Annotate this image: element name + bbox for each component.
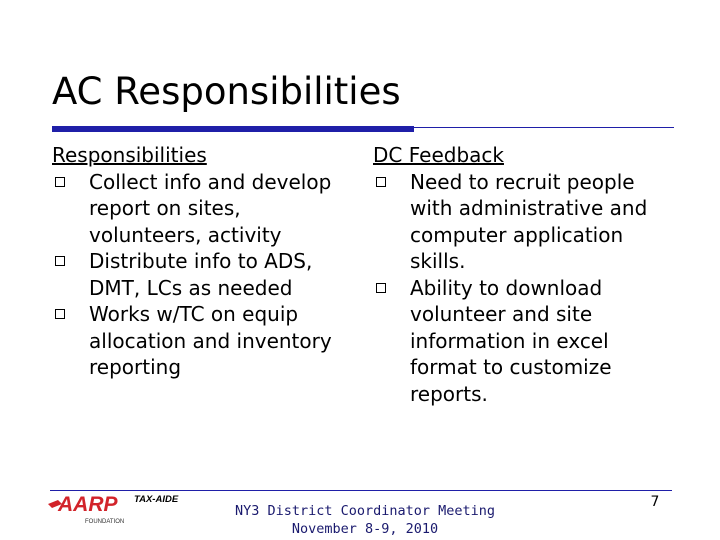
square-bullet-icon — [55, 309, 65, 319]
meeting-info — [230, 502, 500, 538]
left-bullet-list — [52, 169, 352, 381]
right-bullet-list — [373, 169, 673, 408]
left-column-heading: Responsibilities — [52, 143, 207, 167]
bullet-text: Ability to download volunteer and site information in excel format to customize reports. — [410, 275, 612, 406]
list-item — [52, 169, 352, 249]
bullet-text: Distribute info to ADS, DMT, LCs as needed — [89, 249, 313, 300]
aarp-tax-aide-logo — [48, 490, 193, 526]
logo-wordmark: AARP — [58, 493, 118, 516]
bullet-text: Collect info and develop report on sites, volunteers, activity — [89, 169, 332, 247]
meeting-line-1: NY3 District Coordinator Meeting — [234, 503, 496, 519]
list-item — [52, 248, 352, 301]
square-bullet-icon — [376, 177, 386, 187]
list-item — [373, 169, 673, 275]
slide-title: AC Responsibilities — [52, 70, 401, 113]
list-item — [52, 301, 352, 381]
right-column — [373, 142, 673, 407]
bullet-text: Works w/TC on equip allocation and inventory reporting — [89, 302, 332, 379]
right-column-heading: DC Feedback — [373, 143, 504, 167]
bullet-text: Need to recruit people with administrative and computer application skills. — [410, 169, 648, 273]
title-underline-thin — [414, 127, 674, 128]
title-underline-thick — [52, 126, 414, 132]
meeting-line-2: November 8-9, 2010 — [291, 521, 439, 537]
logo-program: TAX-AIDE — [134, 494, 179, 505]
left-column — [52, 142, 352, 381]
page-number: 7 — [650, 494, 660, 510]
square-bullet-icon — [376, 283, 386, 293]
square-bullet-icon — [55, 177, 65, 187]
square-bullet-icon — [55, 256, 65, 266]
logo-subtext: FOUNDATION — [85, 519, 125, 525]
list-item — [373, 275, 673, 408]
